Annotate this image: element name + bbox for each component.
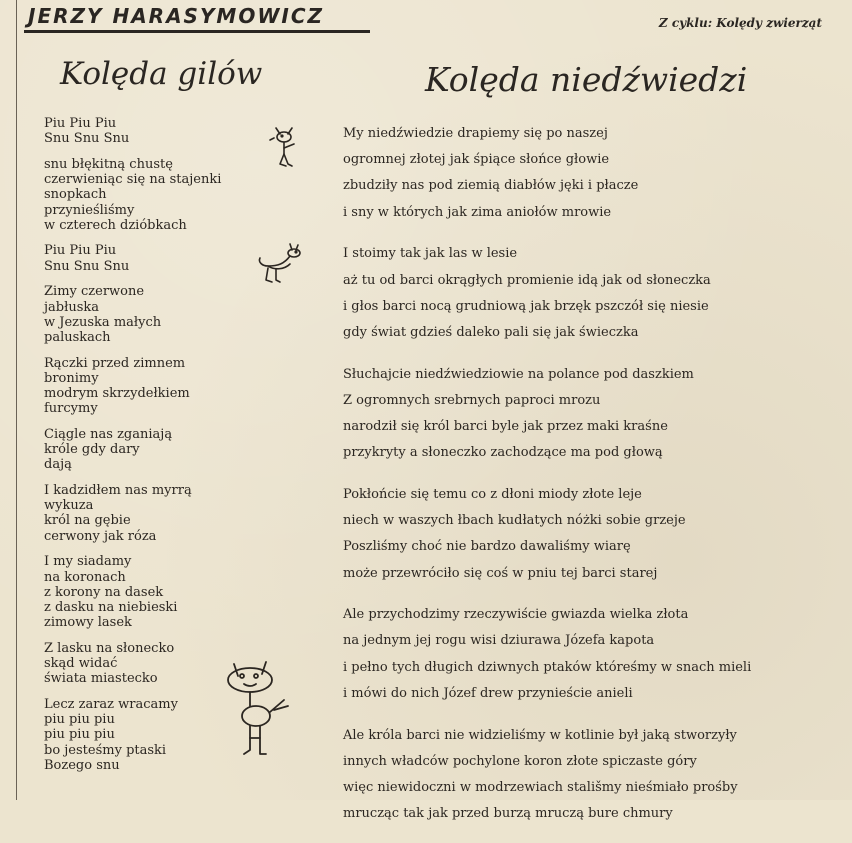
verse-line: mrucząc tak jak przed burzą mruczą bure chmury <box>343 806 673 822</box>
left-margin-rule <box>16 0 17 800</box>
verse-line: snu błękitną chustę <box>44 156 173 172</box>
verse-line: z dasku na niebieski <box>44 599 178 615</box>
verse-line: innych władców pochylone koron złote spiczaste góry <box>343 753 697 769</box>
verse-line: na jednym jej rogu wisi dziurawa Józefa kapota <box>343 633 655 649</box>
verse-line: aż tu od barci okrągłych promienie idą jak od słoneczka <box>343 272 711 288</box>
verse-line: Z ogromnych srebrnych paproci mrozu <box>343 392 601 408</box>
verse-line: w czterech dzióbkach <box>44 217 187 233</box>
stanza <box>343 482 843 587</box>
verse-line: I stoimy tak jak las w lesie <box>343 246 518 262</box>
bird-doodle-icon-2 <box>254 240 306 290</box>
verse-line: król na gębie <box>44 513 131 529</box>
verse-line: Ale króla barci nie widzieliśmy w kotlinie był jaką stworzyły <box>343 727 737 743</box>
stanza <box>343 241 843 346</box>
poem-left-title: Kolęda gilów <box>60 56 263 92</box>
verse-line: Snu Snu Snu <box>44 131 130 147</box>
verse-line: może przewróciło się coś w pniu tej barci starej <box>343 565 658 581</box>
verse-line: Ale przychodzimy rzeczywiście gwiazda wielka złota <box>343 607 689 623</box>
verse-line: i sny w których jak zima aniołów mrowie <box>343 204 612 220</box>
verse-line: My niedźwiedzie drapiemy się po naszej <box>343 126 608 141</box>
stanza <box>343 723 843 828</box>
verse-line: więc niewidoczni w modrzewiach stališmy nieśmiało prośby <box>343 779 738 795</box>
verse-line: paluskach <box>44 329 111 345</box>
verse-line: zimowy lasek <box>44 615 132 631</box>
verse-line: niech w waszych łbach kudłatych nóżki sobie grzeje <box>343 513 686 529</box>
verse-line: Snu Snu Snu <box>44 258 130 274</box>
verse-line: i pełno tych długich dziwnych ptaków któreśmy w snach mieli <box>343 659 752 675</box>
verse-line: I my siadamy <box>44 554 132 570</box>
verse-line: snopkach <box>44 187 107 203</box>
verse-line: wykuza <box>44 498 94 514</box>
bird-doodle-icon-1 <box>266 122 306 178</box>
verse-line: bronimy <box>44 370 99 386</box>
verse-line: przynieśliśmy <box>44 202 135 218</box>
verse-line: furcymy <box>44 401 98 417</box>
verse-line: skąd widać <box>44 656 118 672</box>
verse-line: Pokłońcie się temu co z dłoni miody złote leje <box>343 486 642 502</box>
verse-line: i mówi do nich Józef drew przynieście anieli <box>343 685 633 701</box>
stanza <box>44 483 274 544</box>
verse-line: Poszliśmy choć nie bardzo dawaliśmy wiarę <box>343 539 631 555</box>
verse-line: narodził się król barci byle jak przez maki kraśne <box>343 419 668 435</box>
verse-line: Z lasku na słonecko <box>44 640 175 656</box>
stanza <box>343 602 843 707</box>
verse-line: Bozego snu <box>44 757 120 773</box>
verse-line: czerwieniąc się na stajenki <box>44 172 222 188</box>
stanza <box>44 554 274 630</box>
verse-line: przykryty a słoneczko zachodzące ma pod głową <box>343 445 663 461</box>
verse-line: bo jesteśmy ptaski <box>44 742 167 758</box>
verse-line: na koronach <box>44 569 126 585</box>
stanza <box>44 427 274 473</box>
verse-line: świata miastecko <box>44 671 158 687</box>
verse-line: Piu Piu Piu <box>44 243 117 259</box>
verse-line: i głos barci nocą grudniową jak brzęk pszczół się niesie <box>343 298 709 314</box>
verse-line: Lecz zaraz wracamy <box>44 697 178 712</box>
verse-line: Piu Piu Piu <box>44 116 117 131</box>
verse-line: jabłuska <box>44 299 99 315</box>
verse-line: Słuchajcie niedźwiedziowie na polance pod daszkiem <box>343 366 694 382</box>
poem-right-body <box>343 121 843 843</box>
stanza <box>44 243 274 273</box>
verse-line: zbudziły nas pod ziemią diabłów jęki i płacze <box>343 178 639 194</box>
stanza <box>44 157 274 233</box>
verse-line: w Jezuska małych <box>44 314 162 330</box>
verse-line: króle gdy dary <box>44 442 140 458</box>
verse-line: Rączki przed zimnem <box>44 355 186 371</box>
verse-line: piu piu piu <box>44 712 115 728</box>
header-underline <box>24 30 370 33</box>
stanza <box>44 356 274 417</box>
verse-line: piu piu piu <box>44 727 115 743</box>
verse-line: modrym skrzydełkiem <box>44 386 190 402</box>
stanza <box>44 284 274 345</box>
poem-right-title: Kolęda niedźwiedzi <box>425 60 748 99</box>
verse-line: gdy świat gdzieś daleko pali się jak świeczka <box>343 324 639 340</box>
verse-line: cerwony jak róza <box>44 528 157 544</box>
stanza <box>343 121 843 226</box>
bird-doodle-icon-3 <box>222 654 298 778</box>
cycle-caption: Z cyklu: Kolędy zwierząt <box>658 16 822 30</box>
verse-line: ogromnej złotej jak śpiące słońce głowie <box>343 152 610 168</box>
stanza <box>343 362 843 467</box>
verse-line: dają <box>44 457 72 473</box>
verse-line: Zimy czerwone <box>44 284 145 300</box>
author-name: JERZY HARASYMOWICZ <box>28 4 325 28</box>
verse-line: I kadzidłem nas myrrą <box>44 483 192 499</box>
stanza <box>44 116 274 146</box>
verse-line: z korony na dasek <box>44 584 164 600</box>
verse-line: Ciągle nas zganiają <box>44 426 173 442</box>
